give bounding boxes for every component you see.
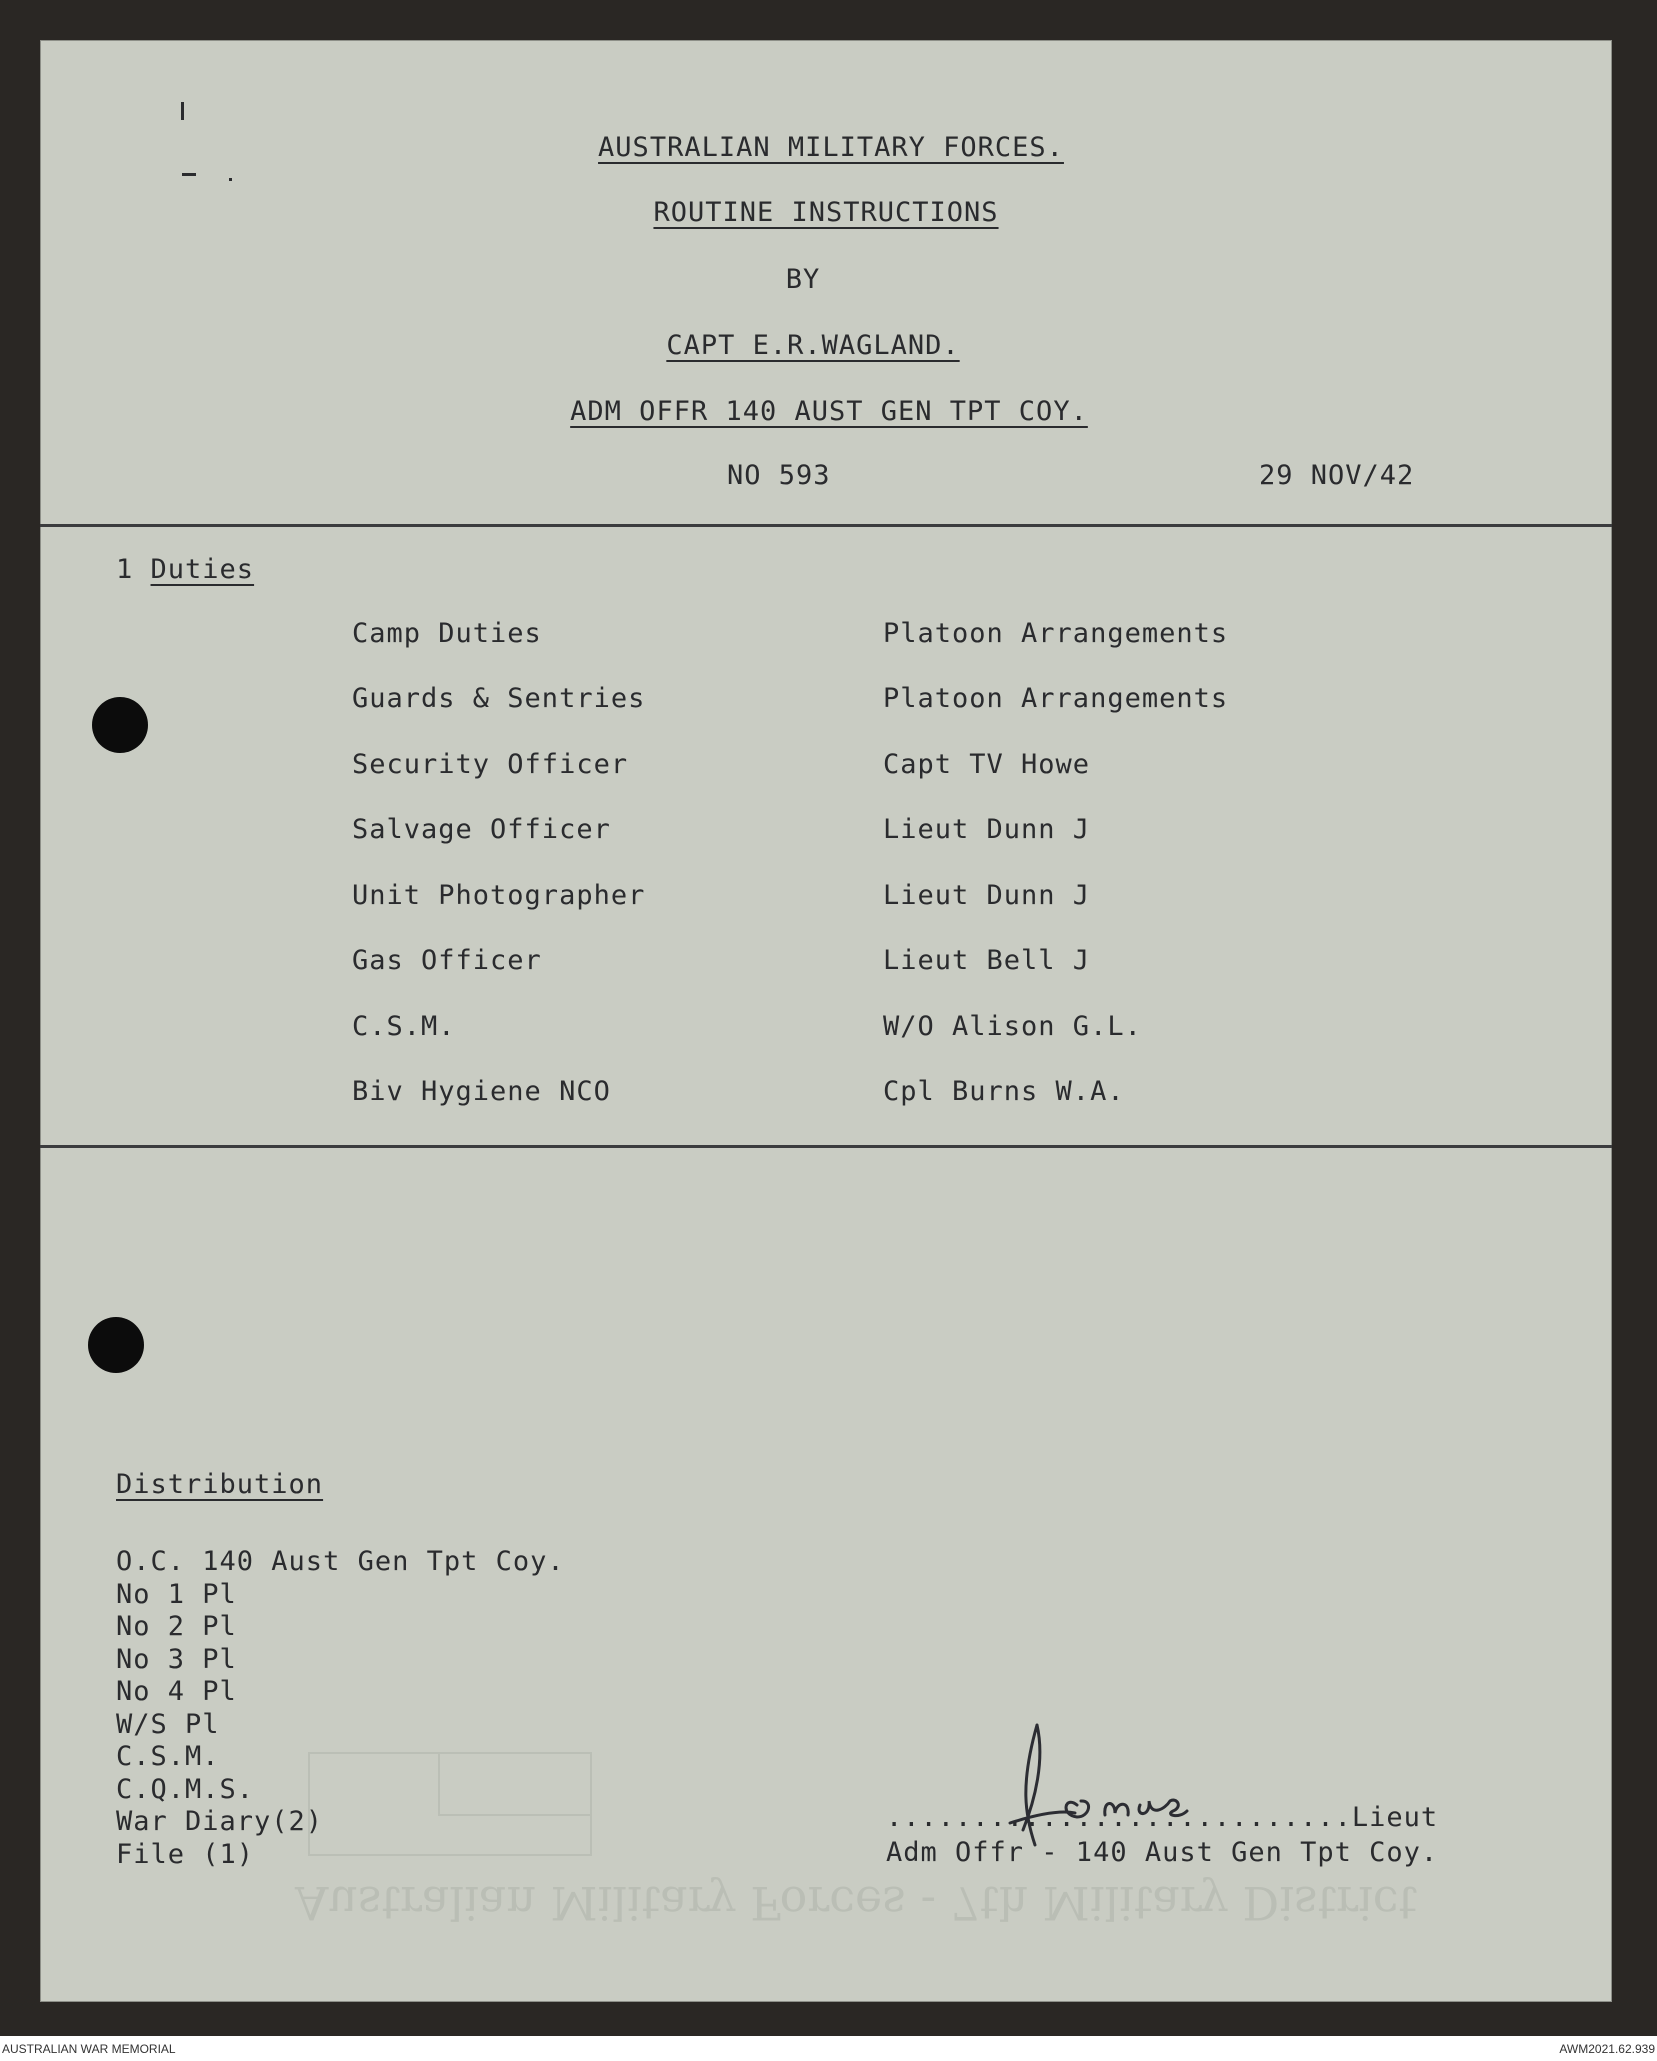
ink-mark: [229, 178, 232, 181]
duty-label: Salvage Officer: [352, 814, 611, 845]
table-row: [40, 880, 1612, 920]
table-row: [40, 749, 1612, 789]
header-line-5: ADM OFFR 140 AUST GEN TPT COY.: [570, 396, 1088, 427]
duty-label: Security Officer: [352, 749, 629, 780]
section-number: 1: [116, 554, 134, 585]
duty-assignee: Lieut Dunn J: [883, 814, 1091, 845]
header-line-1: AUSTRALIAN MILITARY FORCES.: [598, 132, 1064, 163]
header-line-4: CAPT E.R.WAGLAND.: [666, 330, 960, 361]
duty-assignee: Lieut Dunn J: [883, 880, 1091, 911]
table-row: [40, 1076, 1612, 1116]
table-row: [40, 1011, 1612, 1051]
duty-label: Camp Duties: [352, 618, 542, 649]
signature-title-line: Adm Offr - 140 Aust Gen Tpt Coy.: [886, 1837, 1439, 1868]
list-item: War Diary(2): [116, 1806, 324, 1837]
duty-assignee: W/O Alison G.L.: [883, 1011, 1142, 1042]
distribution-title: Distribution: [116, 1469, 324, 1500]
header-line-2: ROUTINE INSTRUCTIONS: [653, 197, 999, 228]
instruction-date: 29 NOV/42: [1259, 460, 1415, 491]
divider-top: [40, 524, 1612, 527]
duty-label: Unit Photographer: [352, 880, 646, 911]
duty-label: Guards & Sentries: [352, 683, 646, 714]
footer-accession-number: AWM2021.62.939: [1559, 2042, 1655, 2056]
section-title: Duties: [150, 554, 255, 585]
duty-assignee: Capt TV Howe: [883, 749, 1091, 780]
ink-mark: [181, 102, 184, 120]
ink-mark: [182, 173, 196, 176]
list-item: C.Q.M.S.: [116, 1773, 255, 1805]
footer-institution: AUSTRALIAN WAR MEMORIAL: [2, 2042, 176, 2056]
list-item: O.C. 140 Aust Gen Tpt Coy.: [116, 1546, 565, 1577]
list-item: No 3 Pl: [116, 1643, 237, 1675]
list-item: C.S.M.: [116, 1741, 220, 1772]
duty-assignee: Lieut Bell J: [883, 945, 1091, 976]
duty-label: C.S.M.: [352, 1011, 456, 1042]
document-sheet: [40, 40, 1612, 2002]
divider-bottom: [40, 1145, 1612, 1148]
table-row: [40, 814, 1612, 854]
duty-assignee: Platoon Arrangements: [883, 683, 1229, 714]
instruction-number: NO 593: [727, 460, 831, 491]
duty-label: Biv Hygiene NCO: [352, 1076, 611, 1107]
list-item: No 2 Pl: [116, 1611, 237, 1642]
table-row: [40, 945, 1612, 985]
list-item: No 4 Pl: [116, 1676, 237, 1707]
archive-footer: [0, 2036, 1657, 2061]
reverse-stamp: Australian Military Forces - 7th Military District: [295, 1876, 1418, 1930]
duty-assignee: Platoon Arrangements: [883, 618, 1229, 649]
section-heading: [116, 554, 254, 585]
table-row: [40, 618, 1612, 658]
header-line-3: BY: [785, 264, 821, 295]
distribution-list: [116, 1546, 565, 1871]
duty-assignee: Cpl Burns W.A.: [883, 1076, 1125, 1107]
table-row: [40, 683, 1612, 723]
duty-label: Gas Officer: [352, 945, 542, 976]
list-item: No 1 Pl: [116, 1578, 237, 1610]
punch-hole-bottom: [88, 1317, 144, 1373]
list-item: File (1): [116, 1838, 255, 1870]
signature-dots-line: ...........................Lieut: [886, 1802, 1439, 1833]
list-item: W/S Pl: [116, 1708, 220, 1740]
